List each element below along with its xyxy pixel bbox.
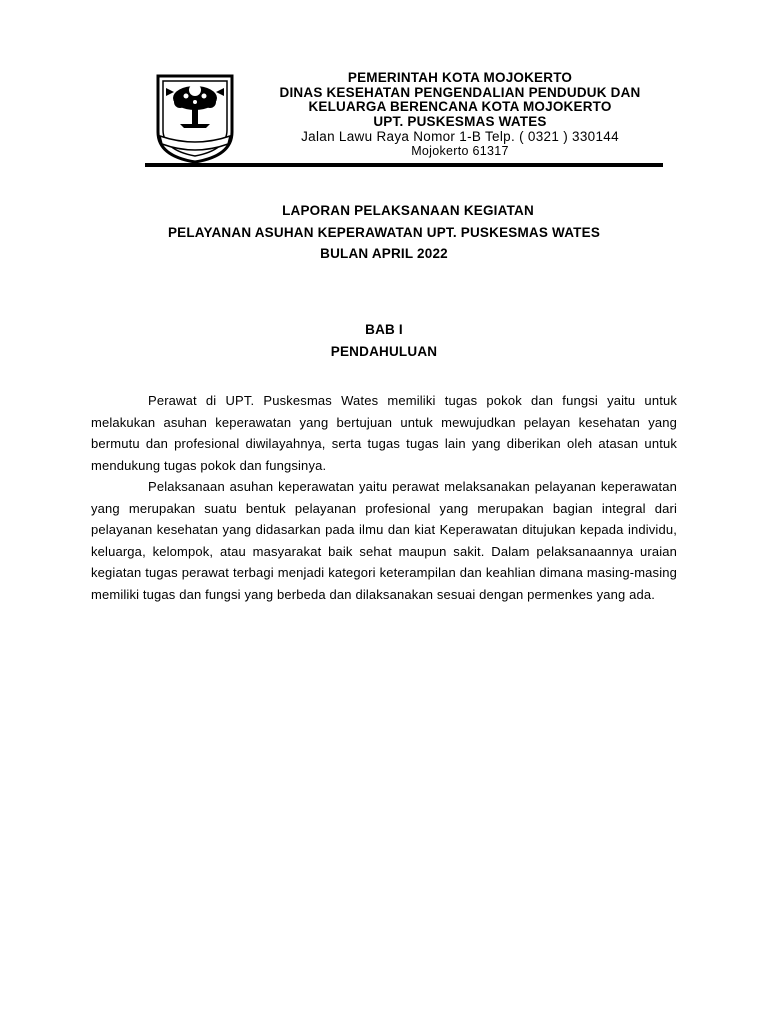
chapter-number: BAB I (365, 322, 403, 337)
letterhead-government: PEMERINTAH KOTA MOJOKERTO (347, 70, 573, 85)
letterhead-city: Mojokerto 61317 (411, 144, 509, 158)
letterhead-unit: UPT. PUSKESMAS WATES (373, 113, 547, 129)
report-period: BULAN APRIL 2022 (320, 246, 448, 261)
letterhead (240, 71, 680, 158)
paragraph: Pelaksanaan asuhan keperawatan yaitu perawat melaksanakan pelayanan keperawatan yang merupakan suatu bentuk pelayanan profesional yang merupakan bagian integral dari pelayanan kesehatan yang didasarkan pada ilmu dan kiat Keperawatan ditujukan kepada individu, keluarga, kelompok, atau masyarakat baik sehat maupun sakit. Dalam pelaksanaannya uraian kegiatan tugas perawat terbagi menjadi kategori keterampilan dan keahlian dimana masing-masing memiliki tugas dan fungsi yang berbeda dan dilaksanakan sesuai dengan permenkes yang ada. (91, 479, 677, 602)
letterhead-address: Jalan Lawu Raya Nomor 1-B Telp. ( 0321 ) 330144 (301, 129, 619, 144)
letterhead-divider (145, 163, 663, 167)
letterhead-agency: DINAS KESEHATAN PENGENDALIAN PENDUDUK DAN (279, 84, 641, 100)
body-text (91, 390, 677, 605)
report-title: LAPORAN PELAKSANAAN KEGIATAN (282, 203, 534, 218)
city-emblem-logo (150, 72, 240, 164)
report-subtitle: PELAYANAN ASUHAN KEPERAWATAN UPT. PUSKESMAS WATES (167, 225, 601, 240)
chapter-name: PENDAHULUAN (330, 344, 438, 359)
paragraph: Perawat di UPT. Puskesmas Wates memiliki tugas pokok dan fungsi yaitu untuk melakukan asuhan keperawatan yang bertujuan untuk mewujudkan pelayan kesehatan yang bermutu dan profesional diwilayahnya, serta tugas tugas lain yang diberikan oleh atasan untuk mendukung tugas pokok dan fungsinya. (91, 393, 677, 473)
letterhead-agency-cont: KELUARGA BERENCANA KOTA MOJOKERTO (308, 99, 612, 114)
